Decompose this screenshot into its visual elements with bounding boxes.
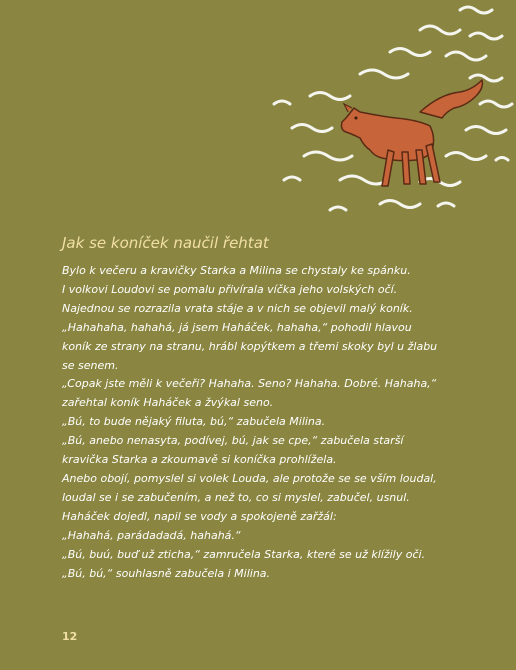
story-line: „Bú, bú,“ souhlasně zabučela i Milina. (62, 566, 271, 580)
story-title: Jak se koníček naučil řehtat (62, 234, 269, 253)
story-text (62, 262, 482, 583)
story-line: „Bú, buú, buď už zticha,“ zamručela Starka, které se už klížily oči. (62, 547, 426, 561)
story-line: „Hahahaha, hahahá, já jsem Haháček, hahaha,“ pohodil hlavou (62, 320, 412, 334)
story-line: I volkovi Loudovi se pomalu přivírala víčka jeho volských očí. (62, 282, 398, 296)
story-line: „Hahahá, parádadadá, hahahá.“ (62, 528, 241, 542)
story-line: loudal se i se zabučením, a než to, co si myslel, zabučel, usnul. (62, 490, 410, 504)
story-line: Anebo obojí, pomyslel si volek Louda, ale protože se se vším loudal, (62, 471, 437, 485)
story-line: se senem. (62, 358, 119, 372)
story-line: „Copak jste měli k večeři? Hahaha. Seno? Hahaha. Dobré. Hahaha,“ (62, 377, 437, 391)
story-line: Najednou se rozrazila vrata stáje a v nich se objevil malý koník. (62, 301, 413, 315)
story-line: kravička Starka a zkoumavě si koníčka prohlížela. (62, 453, 337, 467)
horse-icon (342, 80, 483, 186)
story-line: „Bú, to bude nějaký filuta, bú,“ zabučela Milina. (62, 415, 326, 429)
page-number: 12 (62, 630, 78, 643)
story-line: „Bú, anebo nenasyta, podívej, bú, jak se cpe,“ zabučela starší (62, 434, 404, 448)
story-line: Haháček dojedl, napil se vody a spokojeně zařžál: (62, 509, 337, 523)
story-line: Bylo k večeru a kravičky Starka a Milina se chystaly ke spánku. (62, 264, 411, 277)
story-line: koník ze strany na stranu, hrábl kopýtkem a třemi skoky byl u žlabu (62, 339, 438, 353)
horse-illustration (270, 0, 516, 236)
story-line: zařehtal koník Haháček a žvýkal seno. (62, 396, 274, 410)
